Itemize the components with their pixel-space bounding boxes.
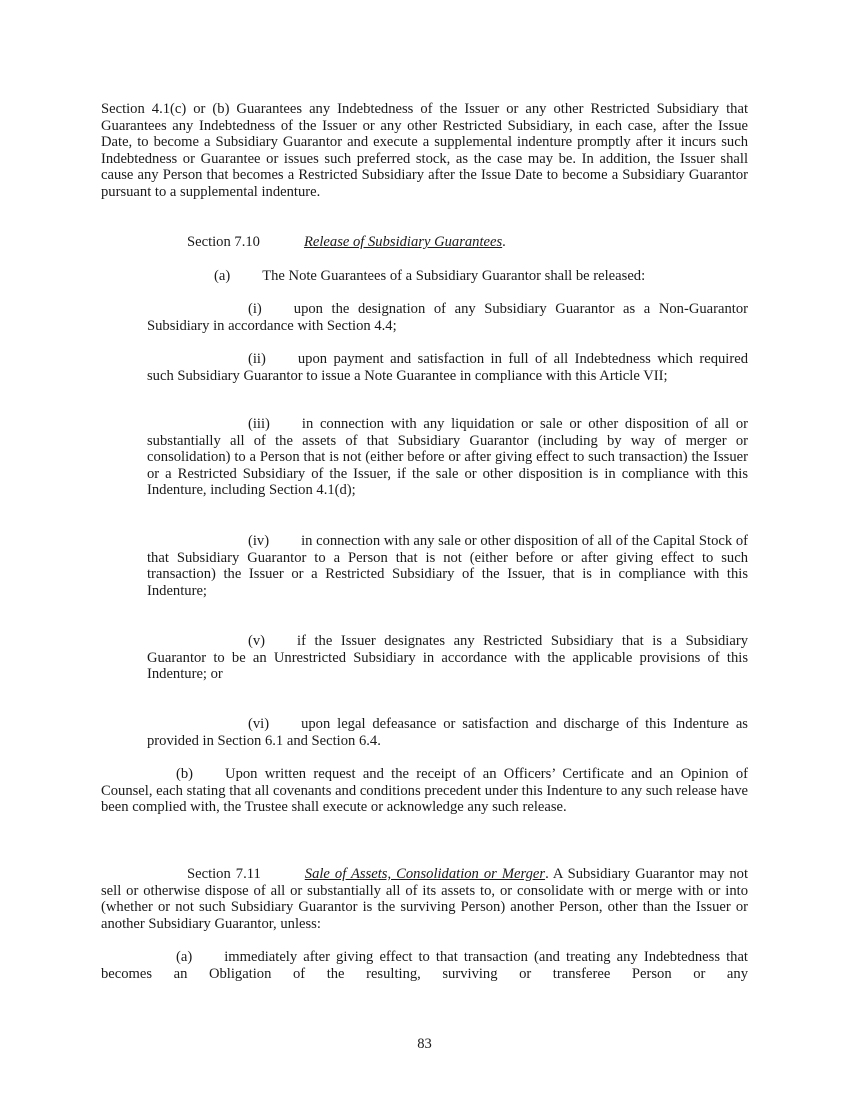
release-item-v-label: (v): [248, 633, 266, 649]
section-7-11-a: [101, 949, 748, 982]
release-item-i: [147, 301, 748, 334]
release-item-i-text: upon the designation of any Subsidiary Guarantor as a Non-Guarantor Subsidiary in accordance with Section 4.4;: [147, 301, 748, 334]
section-7-10-a-text: The Note Guarantees of a Subsidiary Guarantor shall be released:: [262, 268, 646, 284]
release-item-vi-label: (vi): [248, 716, 270, 732]
release-item-vi: [147, 716, 748, 749]
release-item-i-label: (i): [248, 301, 262, 317]
release-item-ii-text: upon payment and satisfaction in full of all Indebtedness which required such Subsidiary Guarantor to issue a Note Guarantee in compliance with this Article VII;: [147, 351, 748, 384]
release-item-ii-label: (ii): [248, 351, 266, 367]
section-7-11-text: . A Subsidiary Guarantor may not sell or otherwise dispose of all or substantially all of its assets to, or consolidate with or merge with or into (whether or not such Subsidiary Guarantor is the surviving Person) another Person, other than the Issuer or another Subsidiary Guarantor, unless:: [101, 866, 749, 932]
section-7-10-title: Release of Subsidiary Guarantees: [303, 234, 503, 250]
section-7-10-b: [101, 766, 748, 816]
section-7-10-b-label: (b): [176, 766, 194, 782]
release-item-v-text: if the Issuer designates any Restricted Subsidiary that is a Subsidiary Guarantor to be an Unrestricted Subsidiary in accordance with the applicable provisions of this Indenture; or: [147, 633, 748, 683]
section-7-10-b-text: Upon written request and the receipt of an Officers’ Certificate and an Opinion of Counsel, each stating that all covenants and conditions precedent under this Indenture to any such release have been complied with, the Trustee shall execute or acknowledge any such release.: [101, 766, 748, 816]
section-7-10-a-label: (a): [214, 268, 231, 284]
section-7-10-a: [214, 268, 748, 285]
release-item-vi-text: upon legal defeasance or satisfaction and discharge of this Indenture as provided in Section 6.1 and Section 6.4.: [147, 716, 748, 749]
section-7-11: [101, 866, 748, 932]
section-7-11-title: Sale of Assets, Consolidation or Merger: [304, 866, 546, 882]
intro-paragraph: Section 4.1(c) or (b) Guarantees any Indebtedness of the Issuer or any other Restricted Subsidiary that Guarantees any Indebtedness of the Issuer or any other Restricted Subsidiary, in each case, after the Issue Date, to become a Subsidiary Guarantor and execute a supplemental indenture promptly after it incurs such Indebtedness or Guarantee or issues such preferred stock, as the case may be. In addition, the Issuer shall cause any Person that becomes a Restricted Subsidiary after the Issue Date to become a Subsidiary Guarantor pursuant to a supplemental indenture.: [101, 101, 748, 200]
section-7-11-a-text: immediately after giving effect to that transaction (and treating any Indebtedness that becomes an Obligation of the resulting, surviving or transferee Person or any: [101, 949, 748, 982]
page-number: 83: [417, 1036, 432, 1052]
section-7-11-number: Section 7.11: [187, 866, 261, 882]
release-item-iii-label: (iii): [248, 416, 270, 432]
release-item-ii: [147, 351, 748, 384]
release-item-iii-text: in connection with any liquidation or sale or other disposition of all or substantially all of the assets of that Subsidiary Guarantor (including by way of merger or consolidation) to a Person that is not (either before or after giving effect to such transaction) the Issuer or a Restricted Subsidiary of the Issuer, if the sale or other disposition is in compliance with this Indenture, including Section 4.1(d);: [147, 416, 748, 499]
section-7-11-a-label: (a): [176, 949, 193, 965]
release-item-iii: [147, 416, 748, 499]
release-item-iv: [147, 533, 748, 599]
section-7-10-heading: [187, 234, 747, 251]
release-item-v: [147, 633, 748, 683]
section-7-10-number: Section 7.10: [187, 234, 260, 250]
release-item-iv-label: (iv): [248, 533, 270, 549]
release-item-iv-text: in connection with any sale or other disposition of all of the Capital Stock of that Subsidiary Guarantor to a Person that is not (either before or after giving effect to such transaction) the Issuer or a Restricted Subsidiary of the Issuer, that is in compliance with this Indenture;: [147, 533, 748, 599]
section-7-10-title-punct: .: [502, 234, 506, 250]
